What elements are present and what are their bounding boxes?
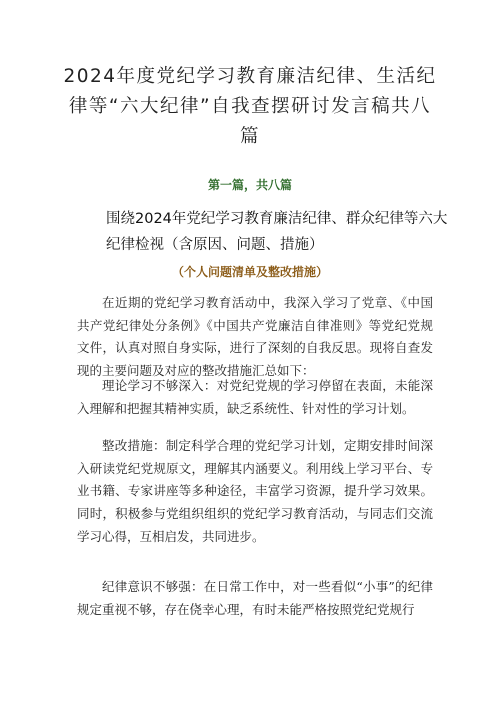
chapter-label: 第一篇，共八篇 — [207, 178, 292, 192]
document-title: 2024年度党纪学习教育廉洁纪律、生活纪律等“六大纪律”自我查摆研讨发言稿共八篇 — [63, 66, 437, 147]
article-subtitle: 围绕2024年党纪学习教育廉洁纪律、群众纪律等六大纪律检视（含原因、问题、措施） — [106, 211, 448, 253]
paragraph-rectification: 整改措施：制定科学合理的党纪学习计划，定期安排时间深入研读党纪党规原文，理解其内涵要义。利用线上学习平台、专业书籍、专家讲座等多种途径，丰富学习资源，提升学习效果。同时，积极参与党组织组织的党纪学习教育活动，与同志们交流学习心得，互相启发，共同进步。 — [77, 438, 433, 544]
paragraph-problem-theory: 理论学习不够深入：对党纪党规的学习停留在表面，未能深入理解和把握其精神实质，缺乏系统性、针对性的学习计划。 — [77, 378, 433, 416]
paragraph-intro: 在近期的党纪学习教育活动中，我深入学习了党章、《中国共产党纪律处分条例》《中国共产党廉洁自律准则》等党纪党规文件，认真对照自身实际，进行了深刻的自我反思。现将自查发现的主要问题及对应的整改措施汇总如下： — [77, 295, 433, 379]
section-subheading: （个人问题清单及整改措施） — [171, 265, 328, 279]
paragraph-problem-discipline: 纪律意识不够强：在日常工作中，对一些看似“小事”的纪律规定重视不够，存在侥幸心理，有时未能严格按照党纪党规行 — [77, 579, 433, 617]
